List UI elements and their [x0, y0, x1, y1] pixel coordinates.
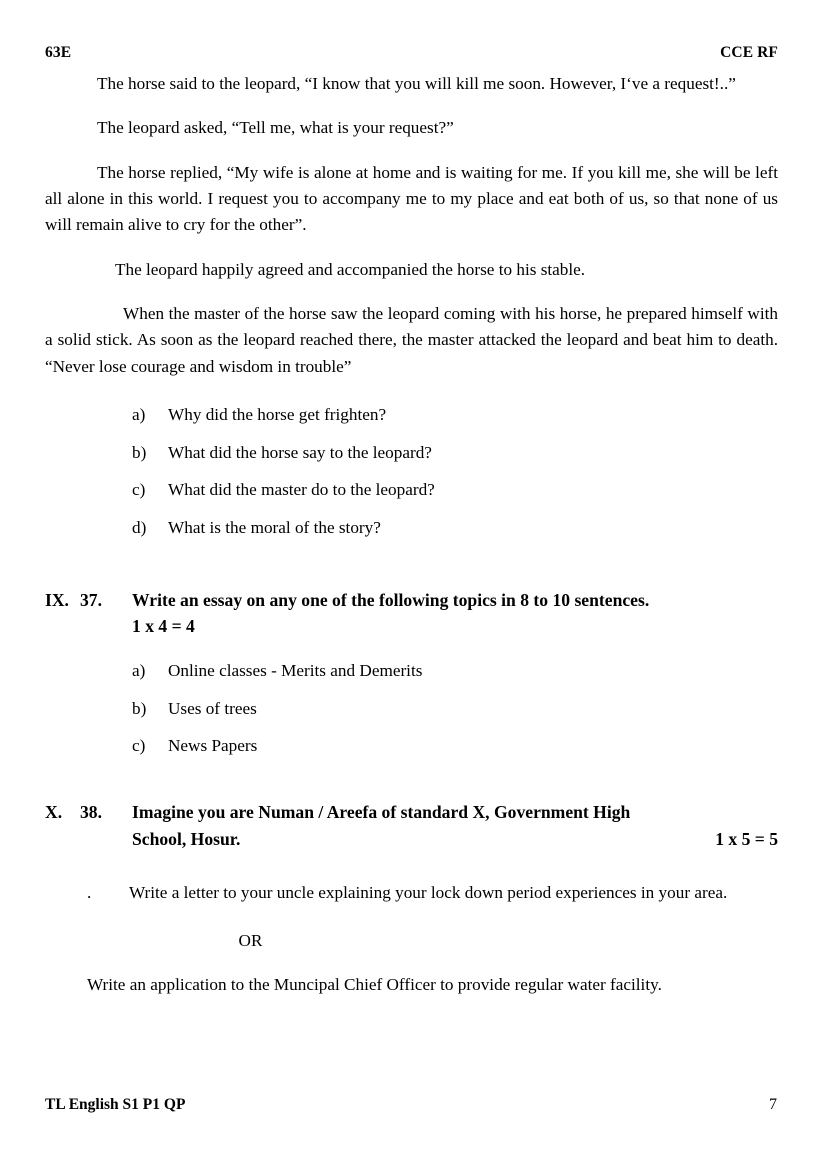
spacer — [45, 640, 778, 658]
list-item-marker: b) — [132, 442, 147, 462]
spacer — [45, 954, 778, 972]
question-38-marks: 1 x 5 = 5 — [715, 828, 778, 849]
list-item-marker: d) — [132, 518, 147, 538]
list-item-marker: a) — [132, 404, 146, 424]
spacer — [45, 380, 778, 402]
spacer — [45, 150, 778, 160]
page-number: 7 — [769, 1096, 777, 1113]
passage-paragraph: The leopard happily agreed and accompanied the horse to his stable. — [115, 259, 586, 279]
question-37-roman: IX. — [45, 590, 69, 610]
passage-paragraph: The leopard asked, “Tell me, what is your request?” — [97, 118, 454, 138]
question-38-prompt-line2: School, Hosur. — [132, 828, 241, 849]
passage-paragraph: When the master of the horse saw the leopard coming with his horse, he prepared himself with a solid stick. As soon as the leopard reached there, the master attacked the leopard and beat him to death. “Never lose courage and wisdom in trouble” — [45, 303, 778, 376]
list-item — [45, 477, 778, 503]
list-item-label: News Papers — [168, 736, 258, 756]
list-item-marker: b) — [132, 698, 147, 718]
list-item — [45, 440, 778, 466]
list-item-label: What did the horse say to the leopard? — [168, 442, 432, 462]
paper-code: 63E — [45, 44, 72, 61]
spacer — [45, 541, 778, 587]
question-38-body — [132, 799, 778, 852]
page-content — [45, 44, 778, 998]
question-38 — [45, 799, 778, 852]
question-38-roman: X. — [45, 802, 63, 823]
spacer — [45, 105, 778, 115]
list-item — [45, 696, 778, 722]
question-37-marks: 1 x 4 = 4 — [132, 616, 195, 637]
list-item-label: What did the master do to the leopard? — [168, 480, 435, 500]
question-38-prompt-line2-row — [132, 826, 778, 852]
spacer — [45, 906, 778, 928]
page-header — [45, 44, 778, 62]
board-code: CCE RF — [720, 44, 778, 61]
list-item — [45, 402, 778, 428]
list-item — [45, 733, 778, 759]
page-footer — [45, 1096, 777, 1114]
list-item — [45, 658, 778, 684]
passage-paragraph: The horse said to the leopard, “I know that you will kill me soon. However, I‘ve a request!..” — [97, 74, 736, 93]
passage-question-list — [45, 402, 778, 541]
document-id: TL English S1 P1 QP — [45, 1096, 186, 1113]
list-item-label: Uses of trees — [168, 698, 257, 718]
question-38-prompt-line1: Imagine you are Numan / Areefa of standard X, Government High — [132, 802, 631, 823]
question-38-number: 38. — [80, 802, 102, 823]
list-item-label: What is the moral of the story? — [168, 518, 381, 538]
question-38-option-a — [45, 880, 778, 906]
list-item-label: Online classes - Merits and Demerits — [168, 660, 423, 680]
or-divider: OR — [238, 931, 263, 951]
list-item-marker: a) — [132, 660, 146, 680]
list-item — [45, 515, 778, 541]
essay-topic-list — [45, 658, 778, 759]
spacer — [45, 759, 778, 799]
spacer — [45, 247, 778, 257]
question-38-option-b: Write an application to the Muncipal Chief Officer to provide regular water facility. — [87, 975, 662, 995]
option-a-marker: . — [87, 882, 92, 902]
spacer — [45, 852, 778, 880]
question-37-prompt: Write an essay on any one of the following topics in 8 to 10 sentences. — [132, 590, 650, 610]
list-item-label: Why did the horse get frighten? — [168, 404, 387, 424]
question-37-body — [132, 587, 778, 640]
list-item-marker: c) — [132, 736, 146, 756]
option-a-text: Write a letter to your uncle explaining your lock down period experiences in your area. — [129, 882, 728, 902]
question-37 — [45, 587, 778, 640]
passage-paragraph: The horse replied, “My wife is alone at home and is waiting for me. If you kill me, she will be left all alone in this world. I request you to accompany me to my place and eat both of us, so that none of us will remain alive to cry for the other”. — [45, 162, 778, 235]
spacer — [45, 291, 778, 301]
list-item-marker: c) — [132, 480, 146, 500]
question-37-number: 37. — [80, 590, 102, 610]
